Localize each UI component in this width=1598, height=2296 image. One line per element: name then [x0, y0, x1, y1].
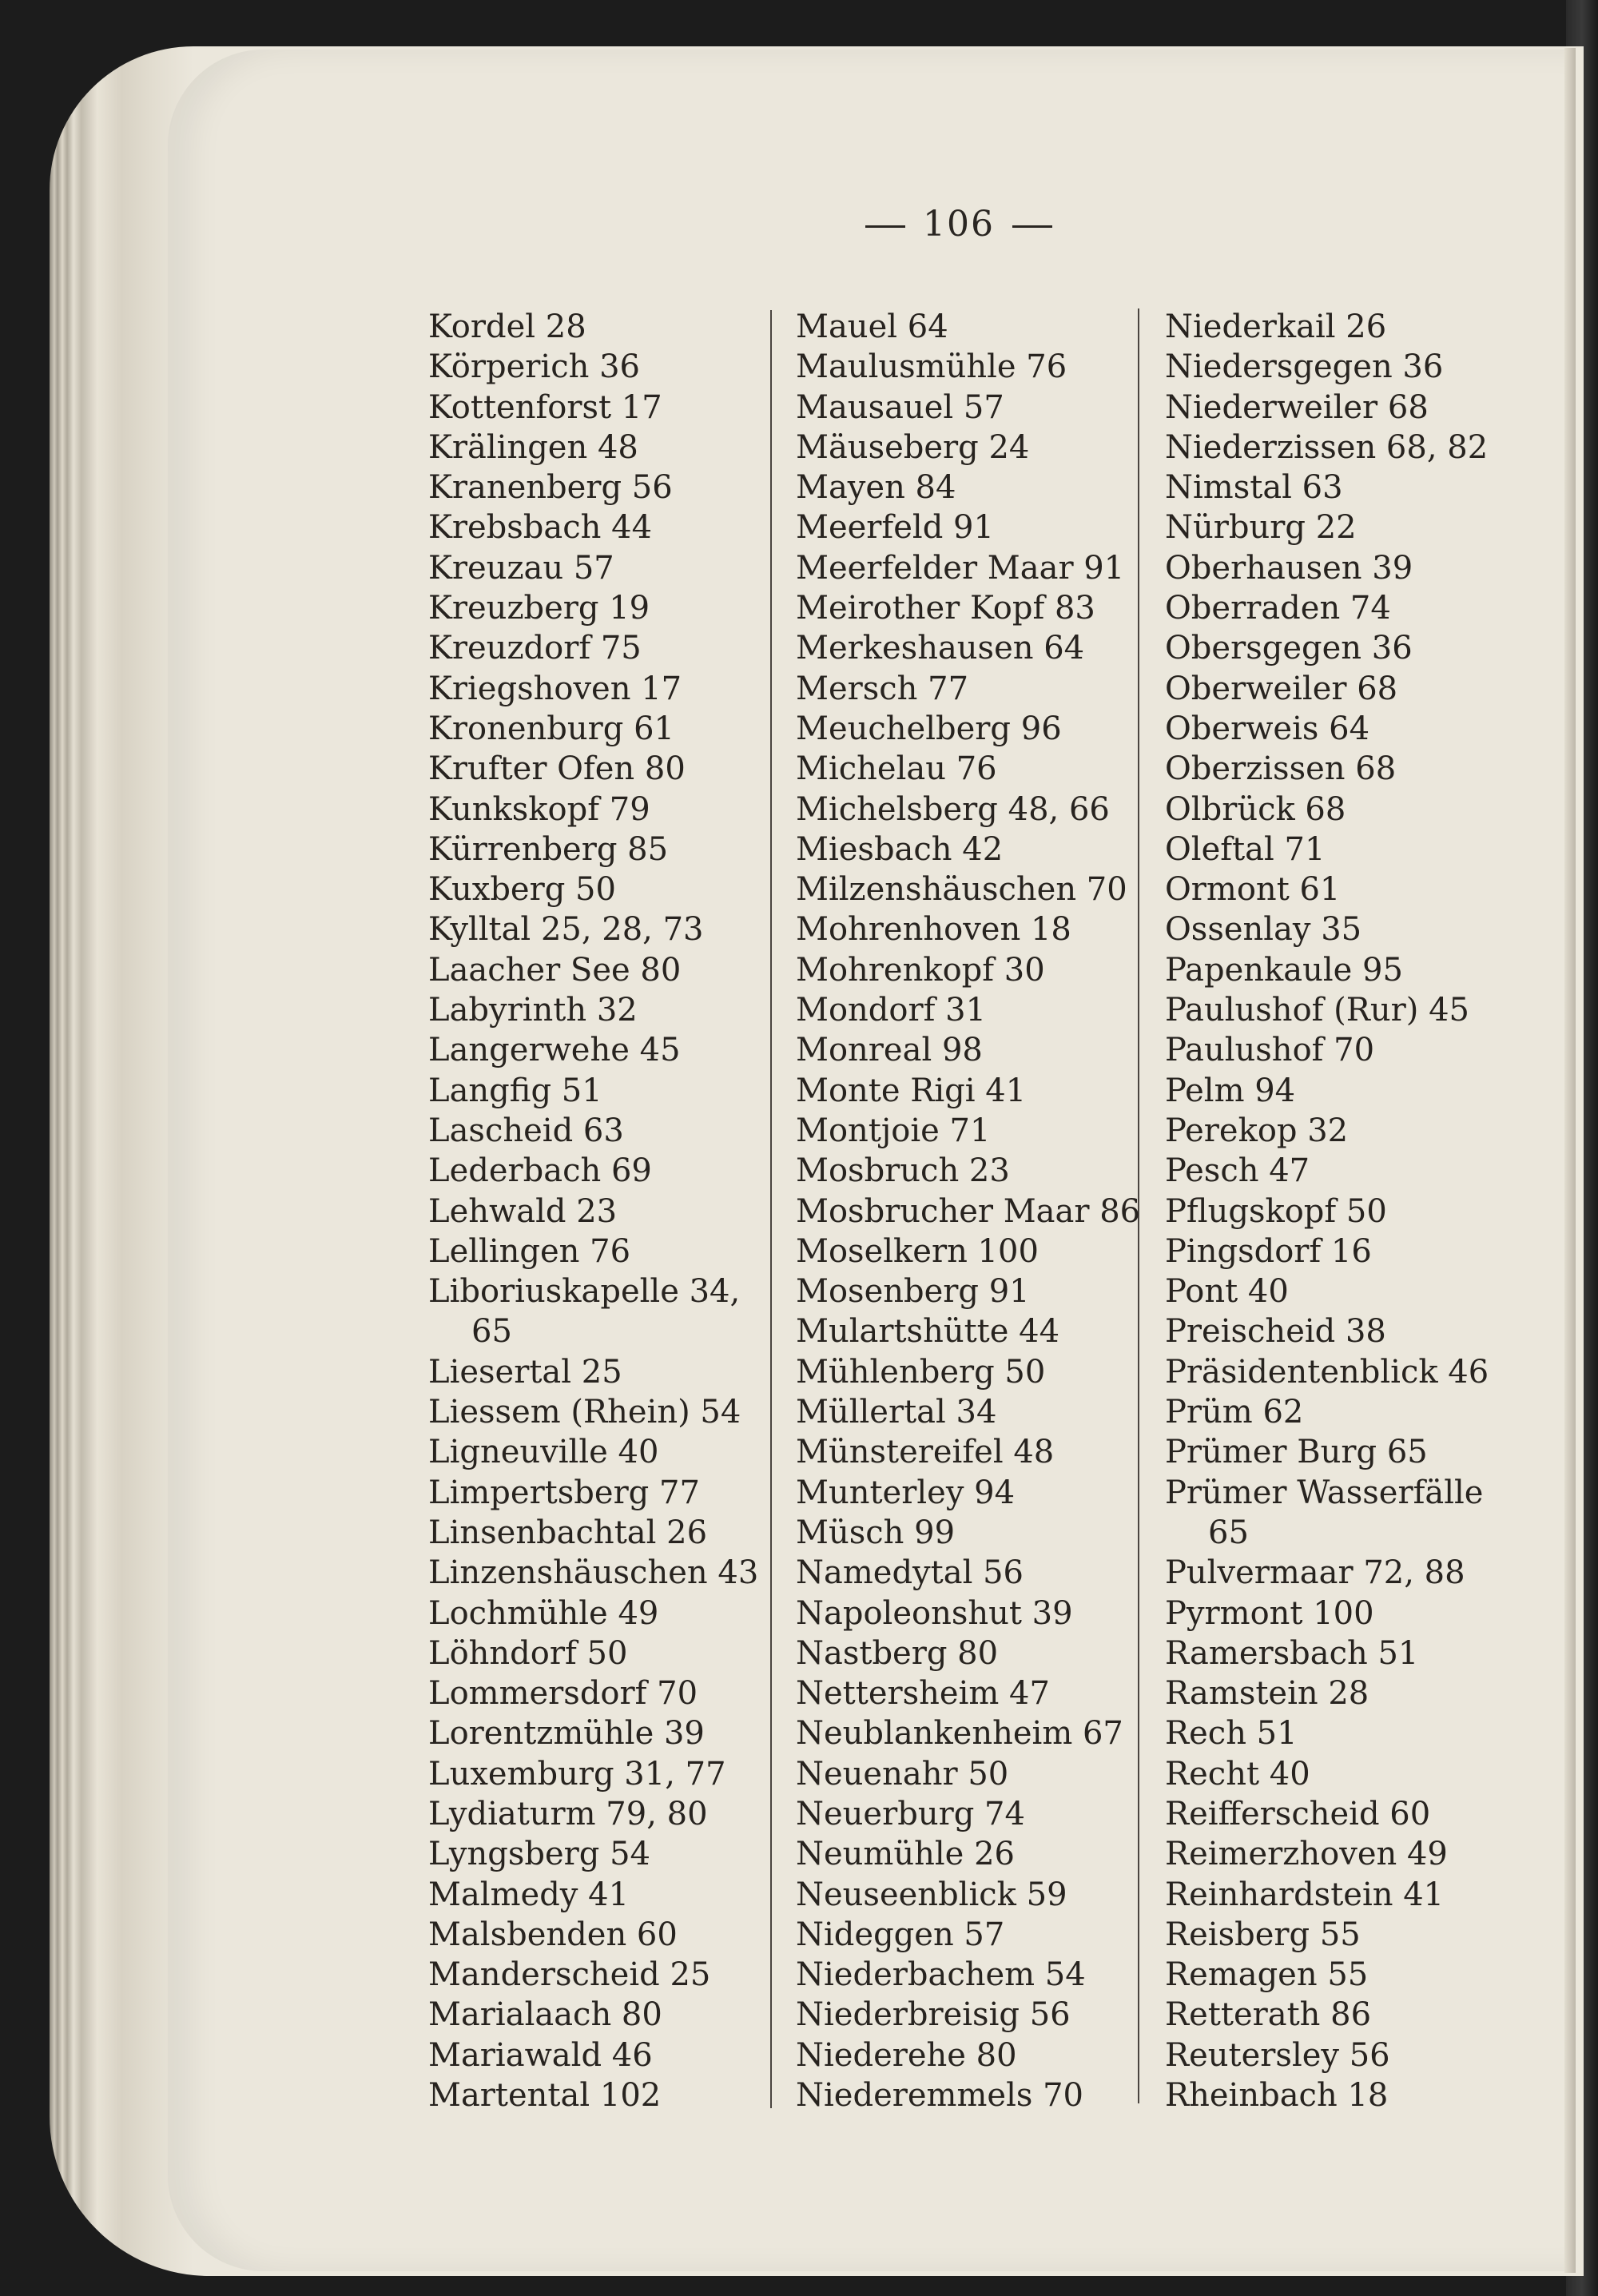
index-entry: Niedersgegen 36	[1165, 348, 1444, 386]
index-entry: Ramersbach 51	[1165, 1634, 1419, 1672]
index-entry: Neumühle 26	[796, 1836, 1015, 1873]
index-entry: Langerwehe 45	[428, 1032, 681, 1069]
index-entry: Mayen 84	[796, 469, 956, 507]
index-entry: Retterath 86	[1165, 1996, 1372, 2034]
index-entry: Pulvermaar 72, 88	[1165, 1554, 1465, 1592]
index-entry: Nürburg 22	[1165, 509, 1357, 547]
index-entry: Namedytal 56	[796, 1554, 1024, 1592]
index-entry: Müsch 99	[796, 1514, 956, 1551]
index-entry: Luxemburg 31, 77	[428, 1755, 726, 1793]
index-entry: Kronenburg 61	[428, 710, 674, 747]
index-entry: Manderscheid 25	[428, 1956, 711, 1994]
index-entry: Meirother Kopf 83	[796, 590, 1095, 627]
index-entry: Lydiaturm 79, 80	[428, 1795, 708, 1832]
index-entry: Kranenberg 56	[428, 469, 673, 507]
index-entry: Maulusmühle 76	[796, 348, 1067, 386]
index-entry: Kreuzau 57	[428, 549, 614, 587]
index-entry: Lommersdorf 70	[428, 1675, 698, 1713]
index-entry: Meerfeld 91	[796, 509, 994, 547]
index-entry: Oberhausen 39	[1165, 549, 1413, 587]
index-entry: Kunkskopf 79	[428, 790, 650, 828]
index-entry: Lochmühle 49	[428, 1594, 659, 1632]
index-entry: Liboriuskapelle 34,	[428, 1273, 741, 1311]
index-entry: Mosbrucher Maar 86	[796, 1192, 1141, 1230]
index-entry: Krälingen 48	[428, 428, 638, 466]
index-entry-continuation: 65	[1208, 1514, 1249, 1551]
index-entry: Oberweiler 68	[1165, 670, 1398, 707]
dash-right	[1012, 225, 1052, 228]
index-entry: Lellingen 76	[428, 1232, 631, 1270]
index-entry: Linzenshäuschen 43	[428, 1554, 759, 1592]
index-entry: Liessem (Rhein) 54	[428, 1394, 741, 1431]
index-entry: Münstereifel 48	[796, 1434, 1055, 1471]
index-entry: Miesbach 42	[796, 830, 1004, 868]
index-entry: Mauel 64	[796, 308, 948, 345]
page-number	[847, 204, 1071, 245]
index-entry: Neuerburg 74	[796, 1795, 1025, 1832]
index-entry: Preischeid 38	[1165, 1313, 1386, 1351]
page-edge	[1564, 48, 1576, 2273]
index-entry: Mulartshütte 44	[796, 1313, 1060, 1351]
index-entry: Lehwald 23	[428, 1192, 618, 1230]
index-entry: Niederkail 26	[1165, 308, 1387, 345]
index-entry: Laacher See 80	[428, 951, 682, 989]
index-entry: Oberweis 64	[1165, 710, 1370, 747]
index-entry: Ossenlay 35	[1165, 911, 1362, 949]
index-entry: Nastberg 80	[796, 1634, 999, 1672]
index-entry: Pesch 47	[1165, 1152, 1310, 1190]
index-entry: Löhndorf 50	[428, 1634, 628, 1672]
index-entry: Pelm 94	[1165, 1072, 1296, 1109]
index-entry: Oleftal 71	[1165, 830, 1326, 868]
index-entry: Reutersley 56	[1165, 2036, 1390, 2074]
index-entry: Prüm 62	[1165, 1394, 1304, 1431]
index-entry: Munterley 94	[796, 1474, 1016, 1511]
index-entry: Labyrinth 32	[428, 992, 638, 1029]
index-entry: Reinhardstein 41	[1165, 1876, 1445, 1913]
index-entry: Marialaach 80	[428, 1996, 662, 2034]
index-entry: Monte Rigi 41	[796, 1072, 1027, 1109]
index-entry: Niederzissen 68, 82	[1165, 428, 1489, 466]
index-entry: Prümer Burg 65	[1165, 1434, 1428, 1471]
index-entry: Niederbachem 54	[796, 1956, 1086, 1994]
index-entry: Neuenahr 50	[796, 1755, 1009, 1793]
index-entry: Kürrenberg 85	[428, 830, 669, 868]
index-entry: Papenkaule 95	[1165, 951, 1403, 989]
index-entry: Mohrenkopf 30	[796, 951, 1045, 989]
index-entry-continuation: 65	[471, 1313, 512, 1351]
index-entry: Mosbruch 23	[796, 1152, 1010, 1190]
dash-left	[865, 225, 905, 228]
index-entry: Reimerzhoven 49	[1165, 1836, 1448, 1873]
index-entry: Lederbach 69	[428, 1152, 652, 1190]
index-entry: Pingsdorf 16	[1165, 1232, 1372, 1270]
index-column-1	[428, 307, 764, 2115]
index-entry: Paulushof (Rur) 45	[1165, 992, 1469, 1029]
index-entry: Lascheid 63	[428, 1112, 624, 1149]
index-entry: Krebsbach 44	[428, 509, 653, 547]
index-entry: Oberzissen 68	[1165, 750, 1397, 788]
index-entry: Pyrmont 100	[1165, 1594, 1374, 1632]
index-entry: Meuchelberg 96	[796, 710, 1062, 747]
index-entry: Merkeshausen 64	[796, 630, 1085, 667]
page-number-value: 106	[923, 204, 995, 245]
index-entry: Mondorf 31	[796, 992, 987, 1029]
index-entry: Milzenshäuschen 70	[796, 871, 1127, 909]
index-entry: Paulushof 70	[1165, 1032, 1375, 1069]
index-entry: Ramstein 28	[1165, 1675, 1369, 1713]
index-entry: Monreal 98	[796, 1032, 983, 1069]
index-entry: Limpertsberg 77	[428, 1474, 700, 1511]
index-entry: Meerfelder Maar 91	[796, 549, 1125, 587]
index-entry: Körperich 36	[428, 348, 640, 386]
index-entry: Kuxberg 50	[428, 871, 616, 909]
index-entry: Neuseenblick 59	[796, 1876, 1067, 1913]
index-entry: Mersch 77	[796, 670, 969, 707]
index-entry: Recht 40	[1165, 1755, 1310, 1793]
index-entry: Nettersheim 47	[796, 1675, 1050, 1713]
index-entry: Kriegshoven 17	[428, 670, 682, 707]
index-entry: Mäuseberg 24	[796, 428, 1030, 466]
index-entry: Niederbreisig 56	[796, 1996, 1071, 2034]
index-entry: Prümer Wasserfälle	[1165, 1474, 1484, 1511]
index-entry: Moselkern 100	[796, 1232, 1039, 1270]
index-entry: Präsidentenblick 46	[1165, 1353, 1489, 1391]
index-entry: Perekop 32	[1165, 1112, 1349, 1149]
index-entry: Liesertal 25	[428, 1353, 622, 1391]
index-entry: Kreuzdorf 75	[428, 630, 642, 667]
index-entry: Pflugskopf 50	[1165, 1192, 1387, 1230]
index-entry: Müllertal 34	[796, 1394, 997, 1431]
index-entry: Lyngsberg 54	[428, 1836, 650, 1873]
index-entry: Malmedy 41	[428, 1876, 630, 1913]
index-entry: Obersgegen 36	[1165, 630, 1413, 667]
index-entry: Oberraden 74	[1165, 590, 1391, 627]
index-entry: Kordel 28	[428, 308, 586, 345]
index-entry: Ormont 61	[1165, 871, 1341, 909]
index-entry: Reifferscheid 60	[1165, 1795, 1431, 1832]
index-entry: Montjoie 71	[796, 1112, 991, 1149]
column-divider-1	[770, 310, 772, 2108]
index-entry: Michelsberg 48, 66	[796, 790, 1110, 828]
index-entry: Langfig 51	[428, 1072, 602, 1109]
index-column-2	[796, 307, 1147, 2115]
index-entry: Niederweiler 68	[1165, 388, 1429, 426]
index-entry: Reisberg 55	[1165, 1916, 1361, 1953]
index-entry: Malsbenden 60	[428, 1916, 678, 1953]
index-entry: Mariawald 46	[428, 2036, 653, 2074]
index-entry: Ligneuville 40	[428, 1434, 659, 1471]
index-entry: Michelau 76	[796, 750, 997, 788]
index-entry: Lorentzmühle 39	[428, 1715, 705, 1753]
index-entry: Napoleonshut 39	[796, 1594, 1073, 1632]
index-entry: Kottenforst 17	[428, 388, 662, 426]
index-entry: Kreuzberg 19	[428, 590, 650, 627]
index-entry: Mühlenberg 50	[796, 1353, 1046, 1391]
index-entry: Niederemmels 70	[796, 2077, 1083, 2115]
index-entry: Niederehe 80	[796, 2036, 1017, 2074]
index-entry: Kylltal 25, 28, 73	[428, 911, 704, 949]
index-entry: Mosenberg 91	[796, 1273, 1030, 1311]
index-entry: Nimstal 63	[1165, 469, 1343, 507]
index-entry: Pont 40	[1165, 1273, 1289, 1311]
index-entry: Rech 51	[1165, 1715, 1298, 1753]
index-entry: Rheinbach 18	[1165, 2077, 1389, 2115]
index-entry: Olbrück 68	[1165, 790, 1346, 828]
index-entry: Krufter Ofen 80	[428, 750, 686, 788]
index-entry: Linsenbachtal 26	[428, 1514, 708, 1551]
index-column-3	[1165, 307, 1564, 2115]
index-entry: Remagen 55	[1165, 1956, 1369, 1994]
index-entry: Nideggen 57	[796, 1916, 1005, 1953]
index-entry: Neublankenheim 67	[796, 1715, 1123, 1753]
index-entry: Mohrenhoven 18	[796, 911, 1071, 949]
index-entry: Martental 102	[428, 2077, 662, 2115]
index-entry: Mausauel 57	[796, 388, 1004, 426]
